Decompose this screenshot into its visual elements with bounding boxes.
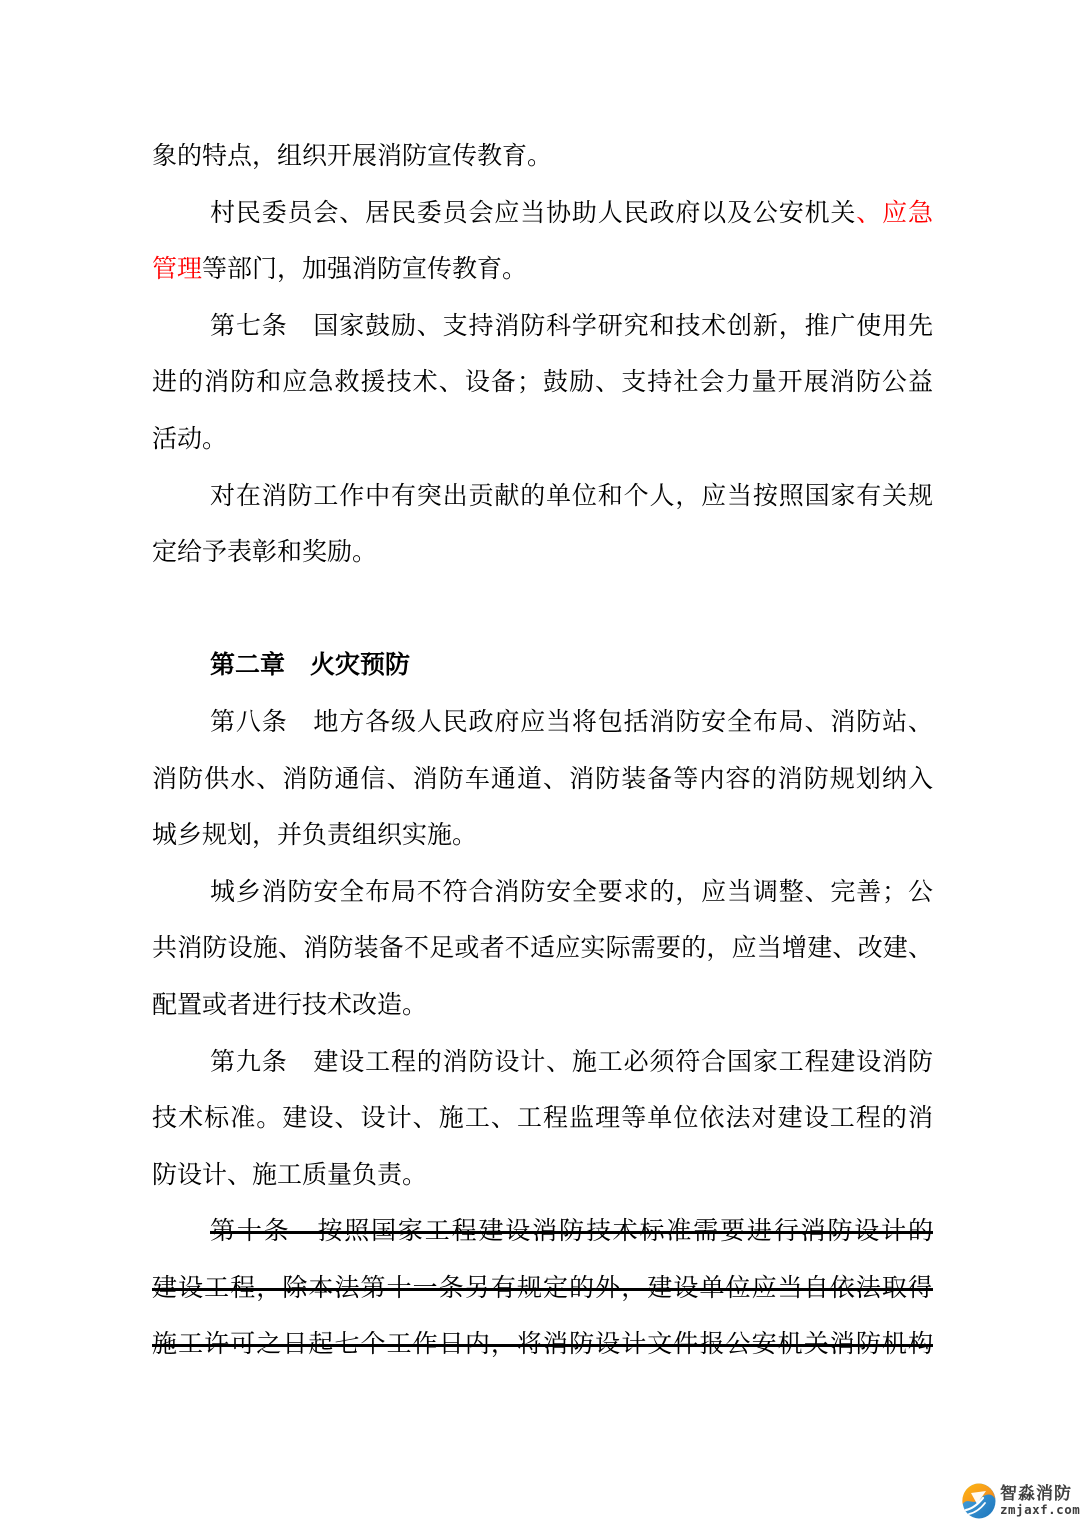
text-line xyxy=(152,299,933,356)
line-text xyxy=(152,822,477,849)
text-line xyxy=(152,242,933,299)
document-text-body xyxy=(152,129,933,1374)
text-line xyxy=(152,469,933,526)
watermark-domain: zmjaxf.com xyxy=(1000,1502,1080,1518)
text-segment: 第二章 火灾预防 xyxy=(210,652,411,680)
text-segment: 施工许可之日起七个工作日内，将消防设计文件报公安机关消防机构 xyxy=(152,1331,933,1359)
text-line xyxy=(152,695,933,752)
line-text xyxy=(152,992,427,1019)
site-watermark xyxy=(962,1483,1080,1519)
struck-text xyxy=(210,1218,933,1245)
line-text xyxy=(152,1162,427,1189)
line-text xyxy=(152,539,377,566)
text-line xyxy=(152,1091,933,1148)
text-segment: 第七条 国家鼓励、支持消防科学研究和技术创新，推广使用先 xyxy=(210,312,933,340)
text-segment: 第九条 建设工程的消防设计、施工必须符合国家工程建设消防 xyxy=(210,1048,933,1076)
text-segment: 定给予表彰和奖励。 xyxy=(152,539,378,567)
text-segment: 消防供水、消防通信、消防车通道、消防装备等内容的消防规划纳入 xyxy=(152,765,933,793)
text-line xyxy=(152,525,933,582)
text-line xyxy=(152,1261,933,1318)
watermark-brand-name: 智淼消防 xyxy=(1000,1484,1072,1504)
line-text xyxy=(152,256,527,283)
text-segment: 第八条 地方各级人民政府应当将包括消防安全布局、消防站、 xyxy=(210,708,933,736)
text-segment: 城乡消防安全布局不符合消防安全要求的，应当调整、完善；公 xyxy=(210,878,933,906)
line-text xyxy=(210,879,933,906)
line-text xyxy=(152,369,933,396)
text-line xyxy=(152,1204,933,1261)
text-segment: 村民委员会、居民委员会应当协助人民政府以及公安机关 xyxy=(210,199,857,227)
line-text xyxy=(152,935,933,962)
text-segment: 共消防设施、消防装备不足或者不适应实际需要的，应当增建、改建、 xyxy=(152,935,933,963)
text-segment: 活动。 xyxy=(152,425,228,453)
text-line xyxy=(152,865,933,922)
line-text xyxy=(152,143,552,170)
text-segment: 建设工程，除本法第十一条另有规定的外，建设单位应当自依法取得 xyxy=(152,1274,933,1302)
line-text xyxy=(210,652,410,679)
text-segment: 对在消防工作中有突出贡献的单位和个人，应当按照国家有关规 xyxy=(210,482,933,510)
line-text xyxy=(152,766,933,793)
text-segment: 等部门，加强消防宣传教育。 xyxy=(202,256,528,284)
text-line xyxy=(152,186,933,243)
struck-text xyxy=(152,1331,933,1358)
line-text xyxy=(152,1105,933,1132)
text-segment: 城乡规划，并负责组织实施。 xyxy=(152,822,478,850)
inserted-revision-text: 管理 xyxy=(152,256,203,284)
line-text xyxy=(152,426,227,453)
line-text xyxy=(210,200,933,227)
text-segment: 技术标准。建设、设计、施工、工程监理等单位依法对建设工程的消 xyxy=(152,1105,933,1133)
line-text xyxy=(210,313,933,340)
line-text xyxy=(210,483,933,510)
inserted-revision-text: 、应急 xyxy=(856,199,933,227)
text-line xyxy=(152,1035,933,1092)
text-segment: 配置或者进行技术改造。 xyxy=(152,991,428,1019)
struck-text xyxy=(152,1275,933,1302)
text-segment: 进的消防和应急救援技术、设备；鼓励、支持社会力量开展消防公益 xyxy=(152,369,933,397)
zhimiao-sphere-icon xyxy=(962,1483,996,1519)
text-line xyxy=(152,412,933,469)
text-line xyxy=(152,129,933,186)
section-heading xyxy=(152,638,933,695)
text-segment: 防设计、施工质量负责。 xyxy=(152,1161,428,1189)
text-line xyxy=(152,1148,933,1205)
text-line xyxy=(152,978,933,1035)
text-segment: 象的特点，组织开展消防宣传教育。 xyxy=(152,143,553,170)
text-segment: 第十条 按照国家工程建设消防技术标准需要进行消防设计的 xyxy=(210,1218,933,1246)
blank-line xyxy=(152,582,933,639)
line-text xyxy=(210,1049,933,1076)
text-line xyxy=(152,355,933,412)
text-line xyxy=(152,808,933,865)
line-text xyxy=(210,709,933,736)
text-line xyxy=(152,1317,933,1374)
text-line xyxy=(152,752,933,809)
text-line xyxy=(152,921,933,978)
